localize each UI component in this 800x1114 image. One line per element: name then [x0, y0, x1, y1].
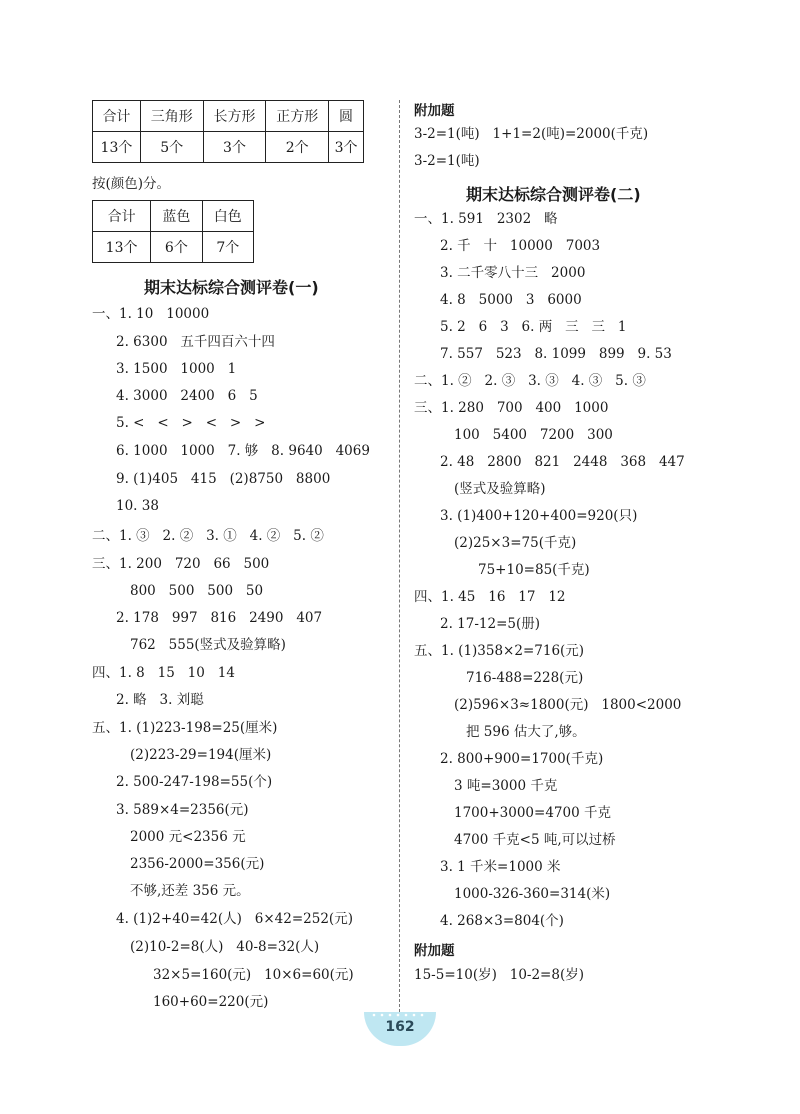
answer-line: 762 555(竖式及验算略) [130, 637, 286, 653]
answer-line: 五、1. (1)223-198=25(厘米) [92, 720, 278, 736]
answer-line: 四、1. 45 16 17 12 [414, 589, 566, 605]
bonus1-title: 附加题 [414, 103, 455, 119]
answer-line: 4. 8 5000 3 6000 [440, 292, 582, 308]
page-number: 162 [385, 1019, 415, 1035]
color-table-cell: 合计 [93, 201, 151, 232]
answer-line: 10. 38 [116, 498, 159, 514]
color-table [92, 200, 254, 263]
shape-table-cell: 圆 [329, 101, 364, 132]
color-table-cell: 蓝色 [151, 201, 202, 232]
answer-line: 9. (1)405 415 (2)8750 8800 [116, 471, 331, 487]
shape-table-cell: 3个 [329, 132, 364, 163]
answer-line: 1700+3000=4700 千克 [454, 805, 611, 821]
page-number-badge [364, 1012, 436, 1046]
answer-line: 不够,还差 356 元。 [130, 883, 250, 899]
color-table-cell: 6个 [151, 232, 202, 263]
answer-line: 一、1. 591 2302 略 [414, 211, 558, 227]
shape-table-header-row [93, 101, 364, 132]
answer-line: 15-5=10(岁) 10-2=8(岁) [414, 967, 584, 983]
answer-line: 2. 500-247-198=55(个) [116, 774, 273, 790]
shape-table-cell: 三角形 [140, 101, 203, 132]
shape-table-cell: 长方形 [203, 101, 266, 132]
exam2-title: 期末达标综合测评卷(二) [466, 185, 641, 204]
answer-line: 3-2=1(吨) 1+1=2(吨)=2000(千克) [414, 126, 649, 142]
answer-line: (2)25×3=75(千克) [454, 535, 577, 551]
answer-line: 一、1. 10 10000 [92, 306, 210, 322]
answer-line: 6. 1000 1000 7. 够 8. 9640 4069 [116, 443, 370, 459]
column-divider [399, 100, 400, 1012]
answer-line: 2. 178 997 816 2490 407 [116, 610, 323, 626]
answer-line: 3. 1500 1000 1 [116, 361, 237, 377]
answer-line: (2)596×3≈1800(元) 1800<2000 [454, 697, 682, 713]
answer-line: 4. (1)2+40=42(人) 6×42=252(元) [116, 911, 353, 927]
bonus2-title: 附加题 [414, 943, 455, 959]
answer-line: 四、1. 8 15 10 14 [92, 665, 235, 681]
answer-line: 75+10=85(千克) [478, 562, 590, 578]
answer-line: 4. 268×3=804(个) [440, 913, 564, 929]
answer-line: 5. 2 6 3 6. 两 三 三 1 [440, 319, 627, 335]
page-number-dots-decoration [364, 1012, 436, 1018]
answer-line: (2)10-2=8(人) 40-8=32(人) [130, 939, 320, 955]
answer-line: 二、1. ③ 2. ② 3. ① 4. ② 5. ② [92, 528, 324, 544]
answer-line: 4700 千克<5 吨,可以过桥 [454, 832, 616, 848]
shape-table-cell: 3个 [203, 132, 266, 163]
answer-line: 3. 589×4=2356(元) [116, 802, 249, 818]
shape-table-cell: 2个 [266, 132, 329, 163]
answer-line: 5. < < > < > > [116, 415, 266, 431]
shape-table-value-row [93, 132, 364, 163]
answer-line: 716-488=228(元) [466, 670, 584, 686]
answer-line: 800 500 500 50 [130, 583, 264, 599]
answer-line: 三、1. 200 720 66 500 [92, 556, 270, 572]
color-table-cell: 白色 [202, 201, 253, 232]
answer-line: 2356-2000=356(元) [130, 856, 265, 872]
answer-line: 2. 略 3. 刘聪 [116, 692, 204, 708]
color-table-cell: 7个 [202, 232, 253, 263]
answer-line: 32×5=160(元) 10×6=60(元) [153, 967, 354, 983]
shape-table-cell: 13个 [93, 132, 141, 163]
answer-line: 三、1. 280 700 400 1000 [414, 400, 609, 416]
answer-line: (竖式及验算略) [454, 481, 546, 497]
answer-line: 1000-326-360=314(米) [454, 886, 611, 902]
answer-line: 3. 1 千米=1000 米 [440, 859, 561, 875]
answer-line: 3-2=1(吨) [414, 153, 480, 169]
exam1-title: 期末达标综合测评卷(一) [144, 278, 319, 297]
answer-line: 160+60=220(元) [153, 994, 269, 1010]
answer-line: 3. (1)400+120+400=920(只) [440, 508, 638, 524]
shape-table-cell: 正方形 [266, 101, 329, 132]
shape-table [92, 100, 364, 163]
answer-line: 2000 元<2356 元 [130, 829, 246, 845]
answer-line: 100 5400 7200 300 [454, 427, 613, 443]
answer-line: 二、1. ② 2. ③ 3. ③ 4. ③ 5. ③ [414, 373, 646, 389]
answer-line: (2)223-29=194(厘米) [130, 747, 272, 763]
answer-line: 把 596 估大了,够。 [466, 724, 586, 740]
answer-line: 五、1. (1)358×2=716(元) [414, 643, 585, 659]
answer-line: 4. 3000 2400 6 5 [116, 388, 258, 404]
color-table-cell: 13个 [93, 232, 151, 263]
shape-table-cell: 合计 [93, 101, 141, 132]
color-table-header-row [93, 201, 254, 232]
answer-line: 3. 二千零八十三 2000 [440, 265, 586, 281]
by-color-label: 按(颜色)分。 [92, 176, 171, 192]
answer-line: 2. 千 十 10000 7003 [440, 238, 601, 254]
answer-line: 2. 17-12=5(册) [440, 616, 541, 632]
answer-line: 7. 557 523 8. 1099 899 9. 53 [440, 346, 672, 362]
answer-line: 2. 6300 五千四百六十四 [116, 334, 275, 350]
color-table-value-row [93, 232, 254, 263]
answer-line: 2. 800+900=1700(千克) [440, 751, 604, 767]
answer-line: 3 吨=3000 千克 [454, 778, 558, 794]
shape-table-cell: 5个 [140, 132, 203, 163]
answer-line: 2. 48 2800 821 2448 368 447 [440, 454, 685, 470]
